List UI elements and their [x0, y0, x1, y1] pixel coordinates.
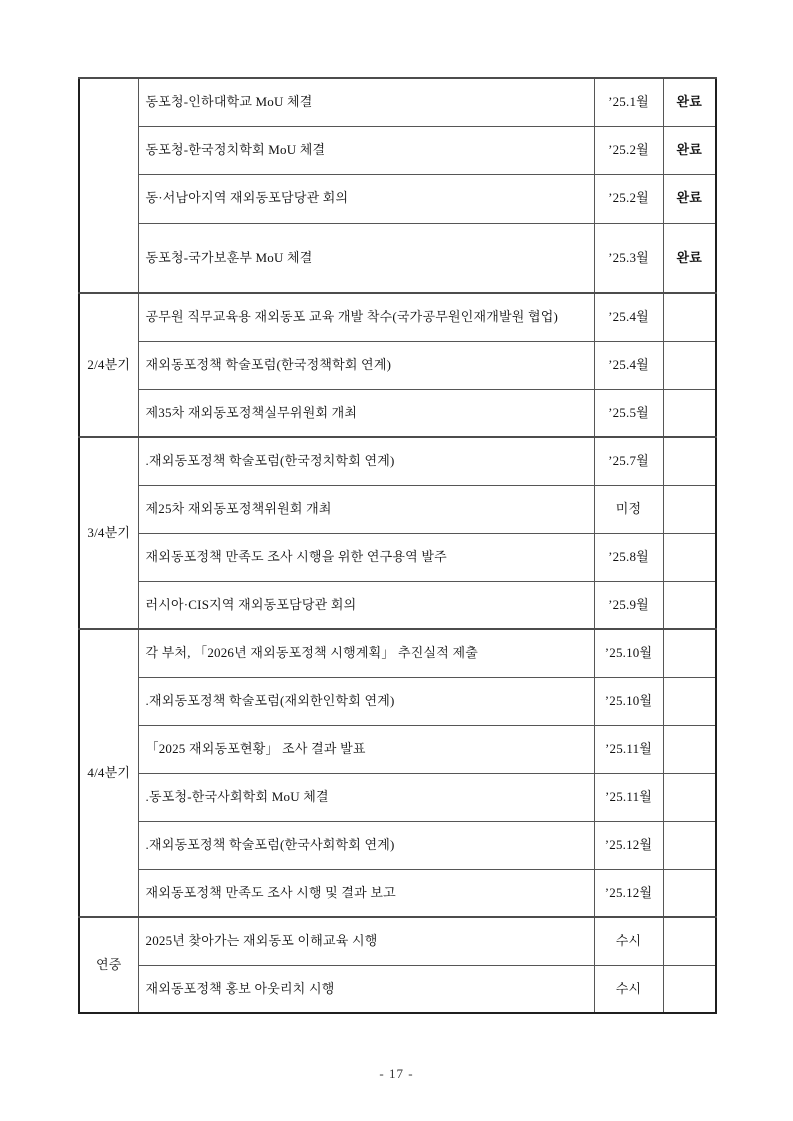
status-cell [663, 533, 716, 581]
table-row [79, 485, 716, 533]
task-cell: .재외동포정책 학술포럼(한국사회학회 연계) [138, 821, 594, 869]
task-cell: 「2025 재외동포현황」 조사 결과 발표 [138, 725, 594, 773]
task-cell: 동포청-한국정치학회 MoU 체결 [138, 126, 594, 174]
task-cell: 러시아·CIS지역 재외동포담당관 회의 [138, 581, 594, 629]
table-row [79, 821, 716, 869]
quarter-label: 2/4분기 [79, 293, 138, 437]
date-cell: 수시 [594, 917, 663, 965]
table-row [79, 223, 716, 293]
table-row [79, 293, 716, 341]
date-cell: ’25.4월 [594, 341, 663, 389]
status-cell [663, 581, 716, 629]
table-row [79, 174, 716, 223]
quarter-label: 연중 [79, 917, 138, 1013]
task-cell: 동포청-국가보훈부 MoU 체결 [138, 223, 594, 293]
quarter-label: 4/4분기 [79, 629, 138, 917]
status-cell [663, 965, 716, 1013]
table-row [79, 389, 716, 437]
date-cell: ’25.10월 [594, 677, 663, 725]
status-cell [663, 773, 716, 821]
date-cell: ’25.12월 [594, 821, 663, 869]
table-row [79, 677, 716, 725]
table-row [79, 533, 716, 581]
status-cell [663, 293, 716, 341]
status-cell: 완료 [663, 223, 716, 293]
task-cell: 재외동포정책 홍보 아웃리치 시행 [138, 965, 594, 1013]
status-cell: 완료 [663, 126, 716, 174]
task-cell: 재외동포정책 학술포럼(한국정책학회 연계) [138, 341, 594, 389]
date-cell: ’25.11월 [594, 725, 663, 773]
date-cell: ’25.10월 [594, 629, 663, 677]
quarter-label [79, 78, 138, 293]
date-cell: ’25.3월 [594, 223, 663, 293]
status-cell [663, 725, 716, 773]
task-cell: .재외동포정책 학술포럼(한국정치학회 연계) [138, 437, 594, 485]
status-cell [663, 389, 716, 437]
status-cell: 완료 [663, 174, 716, 223]
status-cell [663, 341, 716, 389]
date-cell: ’25.2월 [594, 126, 663, 174]
task-cell: 동·서남아지역 재외동포담당관 회의 [138, 174, 594, 223]
status-cell [663, 869, 716, 917]
date-cell: 미정 [594, 485, 663, 533]
page-number: - 17 - [379, 1066, 414, 1081]
status-cell [663, 485, 716, 533]
table-row [79, 965, 716, 1013]
date-cell: ’25.8월 [594, 533, 663, 581]
task-cell: 제35차 재외동포정책실무위원회 개최 [138, 389, 594, 437]
table-row [79, 917, 716, 965]
date-cell: ’25.1월 [594, 78, 663, 126]
status-cell [663, 917, 716, 965]
date-cell: ’25.12월 [594, 869, 663, 917]
table-row [79, 126, 716, 174]
task-cell: .재외동포정책 학술포럼(재외한인학회 연계) [138, 677, 594, 725]
table-row [79, 725, 716, 773]
table-row [79, 437, 716, 485]
task-cell: 각 부처, 「2026년 재외동포정책 시행계획」 추진실적 제출 [138, 629, 594, 677]
schedule-table-body [79, 78, 716, 1013]
quarter-label: 3/4분기 [79, 437, 138, 629]
task-cell: 동포청-인하대학교 MoU 체결 [138, 78, 594, 126]
table-row [79, 869, 716, 917]
task-cell: 제25차 재외동포정책위원회 개최 [138, 485, 594, 533]
table-row [79, 581, 716, 629]
status-cell [663, 437, 716, 485]
table-row [79, 78, 716, 126]
date-cell: 수시 [594, 965, 663, 1013]
status-cell: 완료 [663, 78, 716, 126]
date-cell: ’25.2월 [594, 174, 663, 223]
task-cell: 재외동포정책 만족도 조사 시행 및 결과 보고 [138, 869, 594, 917]
task-cell: 2025년 찾아가는 재외동포 이해교육 시행 [138, 917, 594, 965]
table-row [79, 629, 716, 677]
task-cell: 재외동포정책 만족도 조사 시행을 위한 연구용역 발주 [138, 533, 594, 581]
status-cell [663, 629, 716, 677]
date-cell: ’25.5월 [594, 389, 663, 437]
status-cell [663, 677, 716, 725]
task-cell: .동포청-한국사회학회 MoU 체결 [138, 773, 594, 821]
table-row [79, 341, 716, 389]
date-cell: ’25.9월 [594, 581, 663, 629]
table-row [79, 773, 716, 821]
date-cell: ’25.7월 [594, 437, 663, 485]
status-cell [663, 821, 716, 869]
schedule-table [78, 77, 717, 1014]
date-cell: ’25.4월 [594, 293, 663, 341]
date-cell: ’25.11월 [594, 773, 663, 821]
task-cell: 공무원 직무교육용 재외동포 교육 개발 착수(국가공무원인재개발원 협업) [138, 293, 594, 341]
